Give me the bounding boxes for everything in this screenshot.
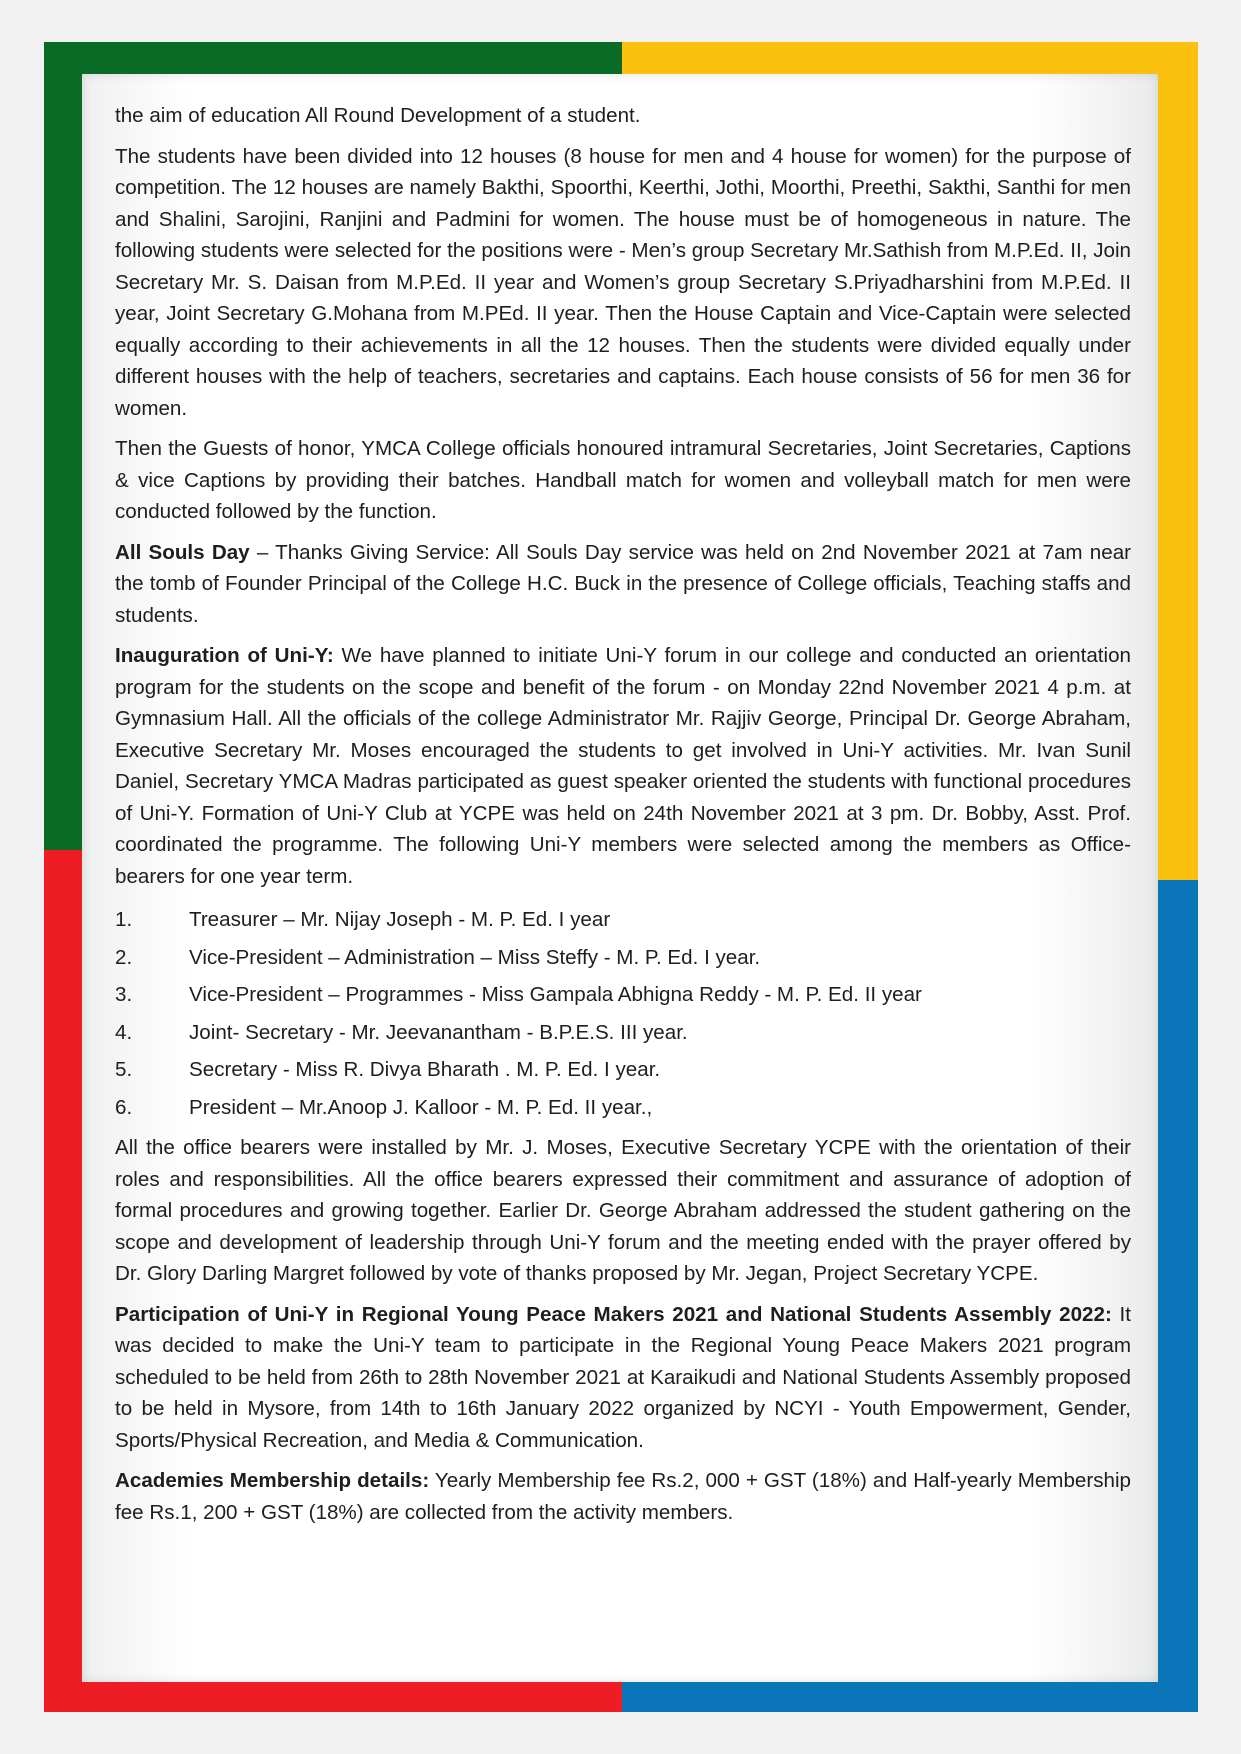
uni-y-paragraph: [115, 640, 1131, 892]
list-item-text: Vice-President – Administration – Miss Steffy - M. P. Ed. I year.: [189, 945, 761, 969]
list-item-text: President – Mr.Anoop J. Kalloor - M. P. Ed. II year.,: [189, 1095, 653, 1119]
academies-paragraph: [115, 1465, 1131, 1528]
installation-paragraph: All the office bearers were installed by Mr. J. Moses, Executive Secretary YCPE with the orientation of their roles and responsibilities. All the office bearers expressed their commitment and assurance of adoption of formal procedures and growing together. Earlier Dr. George Abraham addressed the student gathering on the scope and development of leadership through Uni-Y forum and the meeting ended with the prayer offered by Dr. Glory Darling Margret followed by vote of thanks proposed by Mr. Jegan, Project Secretary YCPE.: [115, 1136, 1131, 1285]
list-item: [115, 1051, 1131, 1089]
office-bearers-list: [115, 901, 1131, 1126]
participation-text: It was decided to make the Uni-Y team to participate in the Regional Young Peace Makers 2021 program scheduled to be held from 26th to 28th November 2021 at Karaikudi and National Students Assembly proposed to be held in Mysore, from 14th to 16th January 2022 organized by NCYI - Youth Empowerment, Gender, Sports/Physical Recreation, and Media & Communication.: [115, 1302, 1131, 1452]
list-item: [115, 1089, 1131, 1127]
academies-heading: Academies Membership details:: [115, 1469, 430, 1492]
list-item: [115, 901, 1131, 939]
houses-paragraph: The students have been divided into 12 houses (8 house for men and 4 house for women) for the purpose of competition. The 12 houses are namely Bakthi, Spoorthi, Keerthi, Jothi, Moorthi, Preethi, Sakthi, Santhi for men and Shalini, Sarojini, Ranjini and Padmini for women. The house must be of homogeneous in nature. The following students were selected for the positions were - Men’s group Secretary Mr.Sathish from M.P.Ed. II, Join Secretary Mr. S. Daisan from M.P.Ed. II year and Women’s group Secretary S.Priyadharshini from M.P.Ed. II year, Joint Secretary G.Mohana from M.PEd. II year. Then the House Captain and Vice-Captain were selected equally according to their achievements in all the 12 houses. Then the students were divided equally under different houses with the help of teachers, secretaries and captains. Each house consists of 56 for men 36 for women.: [115, 144, 1131, 420]
list-item-number: 2.: [115, 945, 133, 969]
document-body: [115, 100, 1131, 1537]
list-item-text: Treasurer – Mr. Nijay Joseph - M. P. Ed. I year: [189, 908, 611, 931]
list-item-text: Joint- Secretary - Mr. Jeevanantham - B.P.E.S. III year.: [189, 1020, 688, 1044]
list-item-number: 3.: [115, 983, 133, 1006]
uni-y-heading: Inauguration of Uni-Y:: [115, 644, 334, 667]
list-item-number: 6.: [115, 1095, 133, 1119]
list-item-text: Secretary - Miss R. Divya Bharath . M. P. Ed. I year.: [189, 1058, 661, 1081]
list-item: [115, 1014, 1131, 1052]
participation-heading: Participation of Uni-Y in Regional Young Peace Makers 2021 and National Students Assembly 2022:: [115, 1302, 1112, 1326]
list-item-number: 5.: [115, 1058, 133, 1081]
all-souls-heading: All Souls Day: [115, 540, 250, 564]
list-item-number: 1.: [115, 908, 133, 931]
all-souls-paragraph: [115, 537, 1131, 632]
list-item: [115, 939, 1131, 977]
list-item: [115, 976, 1131, 1014]
all-souls-text: – Thanks Giving Service: All Souls Day service was held on 2nd November 2021 at 7am near the tomb of Founder Principal of the College H.C. Buck in the presence of College officials, Teaching staffs and students.: [115, 540, 1131, 627]
intro-line: the aim of education All Round Development of a student.: [115, 104, 641, 127]
list-item-text: Vice-President – Programmes - Miss Gampala Abhigna Reddy - M. P. Ed. II year: [189, 983, 922, 1006]
academies-text: Yearly Membership fee Rs.2, 000 + GST (18%) and Half-yearly Membership fee Rs.1, 200 + GST (18%) are collected from the activity members.: [115, 1469, 1131, 1524]
participation-paragraph: [115, 1299, 1131, 1457]
list-item-number: 4.: [115, 1020, 133, 1044]
uni-y-text: We have planned to initiate Uni-Y forum in our college and conducted an orientation program for the students on the scope and benefit of the forum - on Monday 22nd November 2021 4 p.m. at Gymnasium Hall. All the officials of the college Administrator Mr. Rajjiv George, Principal Dr. George Abraham, Executive Secretary Mr. Moses encouraged the students to get involved in Uni-Y activities. Mr. Ivan Sunil Daniel, Secretary YMCA Madras participated as guest speaker oriented the students with functional procedures of Uni-Y. Formation of Uni-Y Club at YCPE was held on 24th November 2021 at 3 pm. Dr. Bobby, Asst. Prof. coordinated the programme. The following Uni-Y members were selected among the members as Office-bearers for one year term.: [115, 644, 1131, 888]
guests-paragraph: Then the Guests of honor, YMCA College officials honoured intramural Secretaries, Joint Secretaries, Captions & vice Captions by providing their batches. Handball match for women and volleyball match for men were conducted followed by the function.: [115, 437, 1131, 523]
